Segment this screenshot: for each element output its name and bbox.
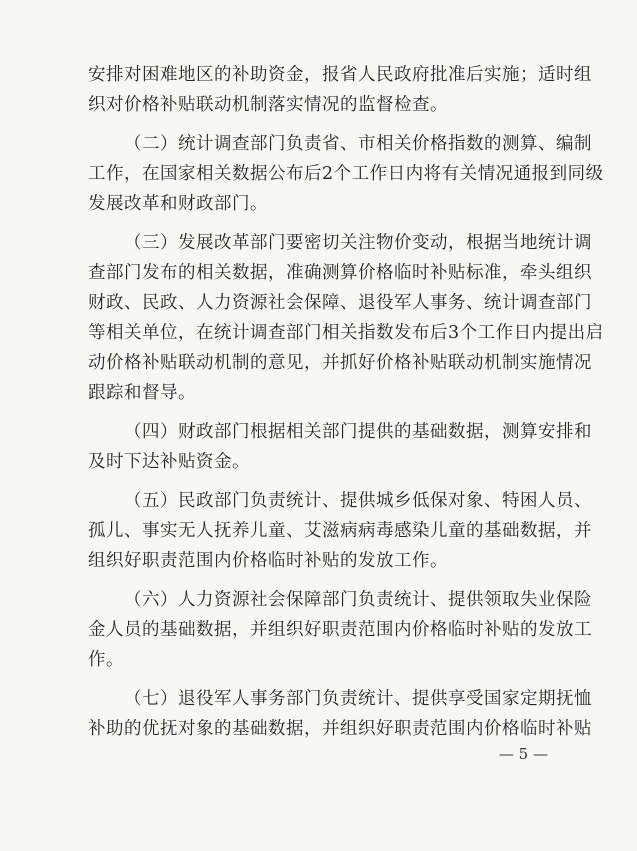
- text-line: 等相关单位，在统计调查部门相关指数发布后3个工作日内提出启: [88, 323, 604, 343]
- text-line: （三）发展改革部门要密切关注物价变动，根据当地统计调: [124, 233, 592, 253]
- text-line: 组织好职责范围内价格临时补贴的发放工作。: [88, 551, 448, 571]
- text-line: 织对价格补贴联动机制落实情况的监督检查。: [88, 95, 448, 115]
- page-number: — 5 —: [498, 745, 548, 763]
- text-line: （七）退役军人事务部门负责统计、提供享受国家定期抚恤: [124, 689, 592, 709]
- text-line: 及时下达补贴资金。: [88, 452, 250, 472]
- text-line: 安排对困难地区的补助资金，报省人民政府批准后实施；适时组: [88, 65, 592, 85]
- text-line: （四）财政部门根据相关部门提供的基础数据，测算安排和: [124, 422, 592, 442]
- paragraph-item-2: [88, 129, 604, 219]
- paragraph-item-5: [88, 486, 592, 576]
- text-line: 财政、民政、人力资源社会保障、退役军人事务、统计调查部门: [88, 293, 592, 313]
- text-line: 查部门发布的相关数据，准确测算价格临时补贴标准，牵头组织: [88, 263, 592, 283]
- text-line: 发展改革和财政部门。: [88, 194, 268, 214]
- text-line: 作。: [88, 650, 124, 670]
- text-line: 跟踪和督导。: [88, 383, 196, 403]
- text-line: 孤儿、事实无人抚养儿童、艾滋病病毒感染儿童的基础数据，并: [88, 521, 592, 541]
- text-line: 动价格补贴联动机制的意见，并抓好价格补贴联动机制实施情况: [88, 353, 592, 373]
- text-line: （六）人力资源社会保障部门负责统计、提供领取失业保险: [124, 590, 592, 610]
- paragraph-item-3: [88, 228, 604, 408]
- paragraph-item-6: [88, 585, 592, 675]
- text-line: 金人员的基础数据，并组织好职责范围内价格临时补贴的发放工: [88, 620, 592, 640]
- text-line: （二）统计调查部门负责省、市相关价格指数的测算、编制: [124, 134, 592, 154]
- body-text: [88, 60, 604, 744]
- text-line: 补助的优抚对象的基础数据，并组织好职责范围内价格临时补贴: [88, 719, 592, 739]
- paragraph-continued: [88, 60, 592, 120]
- text-line: 工作，在国家相关数据公布后2个工作日内将有关情况通报到同级: [88, 164, 604, 184]
- text-line: （五）民政部门负责统计、提供城乡低保对象、特困人员、: [124, 491, 592, 511]
- paragraph-item-7: [88, 684, 592, 744]
- paragraph-item-4: [88, 417, 592, 477]
